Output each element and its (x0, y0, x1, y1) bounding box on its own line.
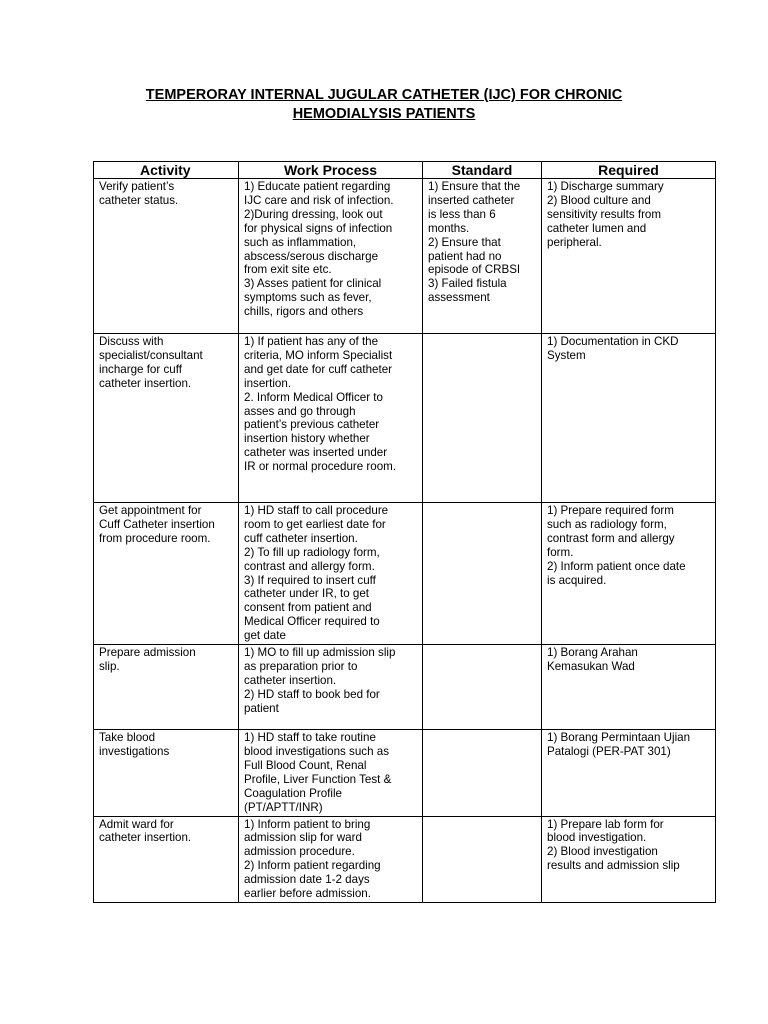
cell-text-line: 3) If required to insert cuff (244, 573, 376, 587)
cell-text-line: for physical signs of infection (244, 221, 393, 235)
cell-text-line: 1) Documentation in CKD (547, 335, 679, 348)
standard-cell (423, 503, 542, 645)
table-row (94, 179, 716, 334)
cell-text-line: Admit ward for (99, 817, 174, 831)
cell-text-line: from exit site etc. (244, 263, 332, 277)
cell-text-line: sensitivity results from (547, 207, 662, 221)
cell-text-line: form. (547, 545, 574, 559)
cell-text-line: 1) If patient has any of the (244, 335, 379, 348)
cell-text-line: admission slip for ward (244, 831, 362, 845)
cell-text-line: from procedure room. (99, 531, 211, 545)
cell-text-line: (PT/APTT/INR) (244, 800, 323, 814)
cell-text-line: patient had no (428, 249, 502, 263)
cell-text-line: get date (244, 629, 286, 643)
cell-text-line: incharge for cuff (99, 362, 182, 376)
cell-text-line: 3) Asses patient for clinical (244, 277, 382, 291)
cell-text-line: slip. (99, 659, 120, 673)
cell-text-line: such as radiology form, (547, 517, 667, 531)
cell-text-line: Full Blood Count, Renal (244, 758, 367, 772)
cell-text-line: results and admission slip (547, 859, 680, 873)
header-work-process: Work Process (239, 162, 423, 179)
cell-text-line: peripheral. (547, 235, 602, 249)
cell-text-line: is less than 6 (428, 207, 496, 221)
table-row (94, 503, 716, 645)
cell-text-line: Verify patient’s (99, 180, 175, 193)
required-cell (542, 645, 716, 730)
cell-text-line: 1) Ensure that the (428, 180, 521, 193)
cell-text-line: 1) HD staff to take routine (244, 731, 376, 745)
cell-text-line: assessment (428, 291, 490, 305)
cell-text-line: contrast and allergy form. (244, 559, 375, 573)
cell-text-line: 1) MO to fill up admission slip (244, 646, 396, 660)
cell-text-line: 2) Inform patient once date (547, 559, 686, 573)
table-row (94, 334, 716, 503)
cell-text-line: admission date 1-2 days (244, 873, 370, 887)
standard-cell (423, 645, 542, 730)
title-line-2: HEMODIALYSIS PATIENTS (292, 106, 476, 122)
header-activity: Activity (94, 162, 239, 179)
cell-text-line: Kemasukan Wad (547, 659, 635, 673)
cell-text-line: 3) Failed fistula (428, 277, 507, 291)
cell-text-line: episode of CRBSI (428, 263, 521, 277)
cell-text-line: consent from patient and (244, 601, 372, 615)
table-row (94, 645, 716, 730)
cell-text-line: 2) Blood culture and (547, 193, 651, 207)
work-process-cell (239, 179, 423, 334)
work-process-cell (239, 334, 423, 503)
cell-text-line: Coagulation Profile (244, 786, 342, 800)
work-process-cell (239, 503, 423, 645)
cell-text-line: Medical Officer required to (244, 615, 380, 629)
header-standard: Standard (423, 162, 542, 179)
cell-text-line: catheter lumen and (547, 221, 647, 235)
cell-text-line: room to get earliest date for (244, 517, 386, 531)
activity-cell (94, 503, 239, 645)
work-process-cell (239, 816, 423, 902)
cell-text-line: catheter status. (99, 193, 179, 207)
required-cell (542, 816, 716, 902)
cell-text-line: Patalogi (PER-PAT 301) (547, 744, 671, 758)
cell-text-line: as preparation prior to (244, 659, 358, 673)
cell-text-line: Discuss with (99, 335, 164, 348)
cell-text-line: is acquired. (547, 573, 607, 587)
cell-text-line: catheter was inserted under (244, 446, 388, 460)
cell-text-line: 2) To fill up radiology form, (244, 545, 380, 559)
cell-text-line: abscess/serous discharge (244, 249, 379, 263)
cell-text-line: and get date for cuff catheter (244, 362, 393, 376)
cell-text-line: 2) Inform patient regarding (244, 859, 381, 873)
cell-text-line: System (547, 348, 586, 362)
cell-text-line: investigations (99, 744, 170, 758)
cell-text-line: Get appointment for (99, 504, 202, 517)
table-row (94, 816, 716, 902)
standard-cell (423, 816, 542, 902)
cell-text-line: 2) Blood investigation (547, 845, 658, 859)
required-cell (542, 179, 716, 334)
required-cell (542, 503, 716, 645)
cell-text-line: IJC care and risk of infection. (244, 193, 394, 207)
cell-text-line: IR or normal procedure room. (244, 460, 397, 474)
activity-cell (94, 179, 239, 334)
activity-cell (94, 816, 239, 902)
title-line-1: TEMPERORAY INTERNAL JUGULAR CATHETER (IJC) FOR CHRONIC (145, 87, 623, 103)
cell-text-line: such as inflammation, (244, 235, 357, 249)
standard-cell (423, 179, 542, 334)
cell-text-line: months. (428, 221, 470, 235)
cell-text-line: 1) Borang Arahan (547, 646, 638, 660)
cell-text-line: 1) Prepare required form (547, 504, 674, 517)
required-cell (542, 334, 716, 503)
cell-text-line: 1) Borang Permintaan Ujian (547, 731, 691, 745)
cell-text-line: Cuff Catheter insertion (99, 517, 215, 531)
cell-text-line: catheter insertion. (99, 831, 192, 845)
cell-text-line: catheter under IR, to get (244, 587, 370, 601)
cell-text-line: 2. Inform Medical Officer to (244, 390, 383, 404)
activity-cell (94, 334, 239, 503)
cell-text-line: blood investigations such as (244, 744, 390, 758)
cell-text-line: 1) HD staff to call procedure (244, 504, 389, 517)
cell-text-line: specialist/consultant (99, 348, 203, 362)
cell-text-line: catheter insertion. (244, 673, 337, 687)
table-row (94, 730, 716, 816)
cell-text-line: criteria, MO inform Specialist (244, 348, 393, 362)
cell-text-line: Take blood (99, 731, 156, 745)
cell-text-line: 1) Discharge summary (547, 180, 664, 193)
standard-cell (423, 730, 542, 816)
cell-text-line: cuff catheter insertion. (244, 531, 358, 545)
cell-text-line: catheter insertion. (99, 376, 192, 390)
cell-text-line: patient (244, 701, 279, 715)
process-table (93, 161, 716, 903)
cell-text-line: chills, rigors and others (244, 305, 364, 319)
cell-text-line: 1) Prepare lab form for (547, 817, 664, 831)
activity-cell (94, 730, 239, 816)
cell-text-line: asses and go through (244, 404, 356, 418)
required-cell (542, 730, 716, 816)
cell-text-line: blood investigation. (547, 831, 647, 845)
cell-text-line: inserted catheter (428, 193, 515, 207)
standard-cell (423, 334, 542, 503)
cell-text-line: 1) Educate patient regarding (244, 180, 391, 193)
cell-text-line: patient’s previous catheter (244, 418, 380, 432)
cell-text-line: 2) Ensure that (428, 235, 501, 249)
cell-text-line: earlier before admission. (244, 887, 371, 901)
cell-text-line: insertion. (244, 376, 292, 390)
document-title (0, 86, 768, 124)
cell-text-line: Prepare admission (99, 646, 196, 660)
cell-text-line: 2)During dressing, look out (244, 207, 383, 221)
cell-text-line: admission procedure. (244, 845, 355, 859)
header-required: Required (542, 162, 716, 179)
table-header-row (94, 162, 716, 179)
activity-cell (94, 645, 239, 730)
cell-text-line: 2) HD staff to book bed for (244, 687, 380, 701)
work-process-cell (239, 730, 423, 816)
cell-text-line: Profile, Liver Function Test & (244, 772, 392, 786)
cell-text-line: symptoms such as fever, (244, 291, 372, 305)
work-process-cell (239, 645, 423, 730)
cell-text-line: contrast form and allergy (547, 531, 675, 545)
cell-text-line: insertion history whether (244, 432, 370, 446)
cell-text-line: 1) Inform patient to bring (244, 817, 371, 831)
